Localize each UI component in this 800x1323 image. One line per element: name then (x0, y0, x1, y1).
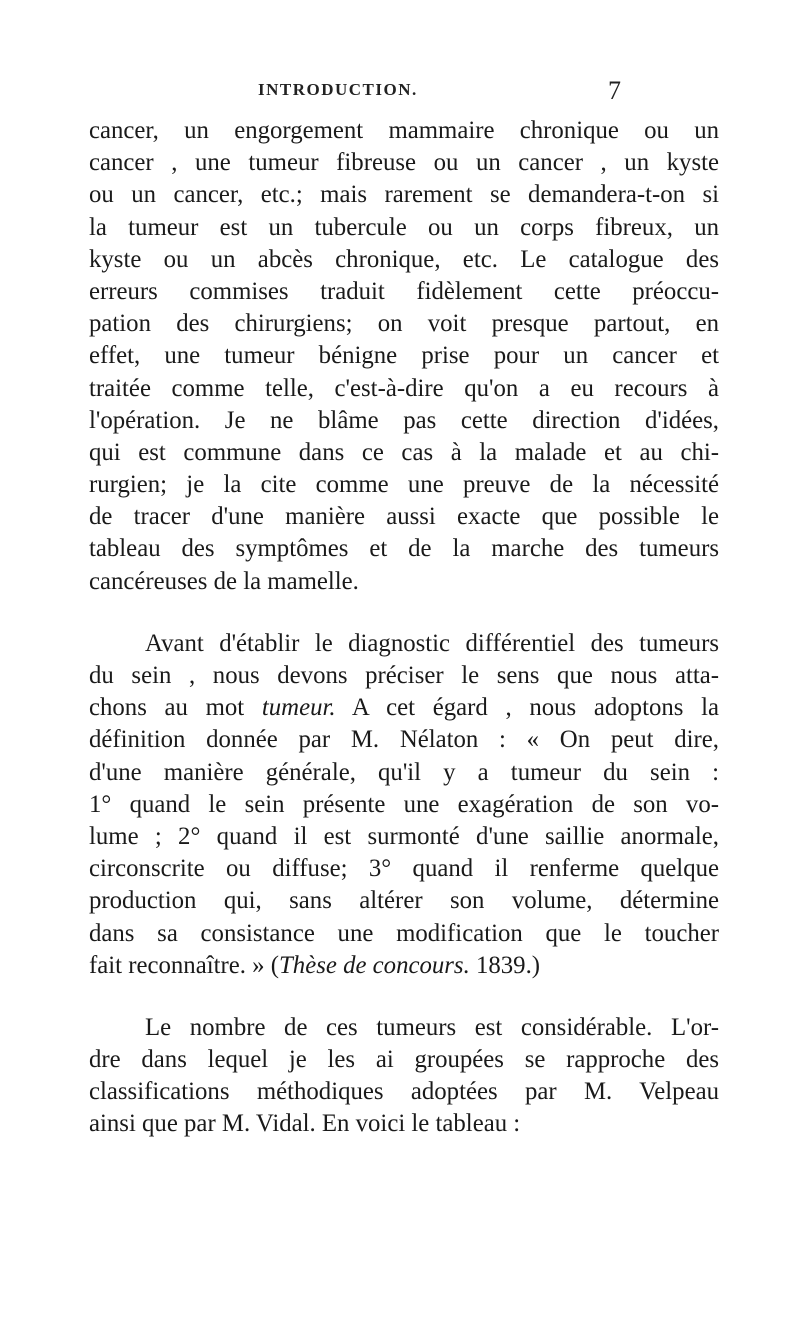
paragraph-3 (89, 1012, 719, 1141)
text-line: kyste ou un abcès chronique, etc. Le catalogue des (89, 245, 719, 273)
body-text (89, 115, 719, 1141)
text-line: tableau des symptômes et de la marche des tumeurs (89, 535, 719, 563)
italic-term: tumeur. (261, 694, 336, 722)
text-segment: fait reconnaître. » ( (89, 951, 280, 979)
paragraph-gap (89, 598, 719, 628)
text-line: pation des chirurgiens; on voit presque partout, en (89, 310, 719, 338)
text-line: Le nombre de ces tumeurs est considérable. L'or- (145, 1013, 719, 1041)
paragraph-gap (89, 982, 719, 1012)
text-line: circonscrite ou diffuse; 3° quand il renferme quelque (89, 855, 719, 883)
text-line: d'une manière générale, qu'il y a tumeur du sein : (89, 758, 719, 786)
text-line: de tracer d'une manière aussi exacte que possible le (89, 503, 719, 531)
text-line: l'opération. Je ne blâme pas cette direction d'idées, (89, 406, 719, 434)
text-line: cancéreuses de la mamelle. (89, 567, 359, 595)
text-line: rurgien; je la cite comme une preuve de la nécessité (89, 471, 719, 499)
paragraph-2 (89, 628, 719, 982)
text-line: cancer, un engorgement mammaire chronique ou un (89, 117, 719, 144)
text-line: erreurs commises traduit fidèlement cette préoccu- (89, 277, 719, 305)
text-line: qui est commune dans ce cas à la malade et au chi- (89, 438, 719, 466)
text-line: classifications méthodiques adoptées par M. Velpeau (89, 1078, 719, 1106)
text-line: 1° quand le sein présente une exagération de son vo- (89, 790, 719, 818)
text-line: production qui, sans altérer son volume, détermine (89, 887, 719, 915)
text-segment: 1839.) (469, 951, 541, 979)
text-line: du sein , nous devons préciser le sens que nous atta- (89, 662, 719, 689)
text-line: cancer , une tumeur fibreuse ou un cancer , un kyste (89, 149, 719, 177)
paragraph-1 (89, 115, 719, 598)
page-number: 7 (608, 76, 621, 105)
text-line: dans sa consistance une modification que le toucher (89, 919, 719, 947)
text-line: lume ; 2° quand il est surmonté d'une saillie anormale, (89, 822, 719, 850)
italic-citation: Thèse de concours. (279, 951, 470, 979)
text-line: ainsi que par M. Vidal. En voici le tableau : (89, 1110, 521, 1138)
text-line: ou un cancer, etc.; mais rarement se demandera-t-on si (89, 181, 719, 209)
text-line: la tumeur est un tubercule ou un corps fibreux, un (89, 213, 719, 241)
text-segment: chons au mot (89, 694, 262, 722)
text-line: définition donnée par M. Nélaton : « On peut dire, (89, 726, 719, 754)
text-line: effet, une tumeur bénigne prise pour un cancer et (89, 342, 719, 370)
running-title: INTRODUCTION. (258, 80, 418, 99)
text-line: Avant d'établir le diagnostic différentiel des tumeurs (145, 629, 719, 657)
text-line: traitée comme telle, c'est-à-dire qu'on a eu recours à (89, 374, 719, 402)
text-line-with-italic (89, 692, 719, 724)
text-line-with-citation (89, 950, 719, 982)
text-line: dre dans lequel je les ai groupées se rapproche des (89, 1046, 719, 1074)
text-segment: A cet égard , nous adoptons la (335, 694, 719, 722)
